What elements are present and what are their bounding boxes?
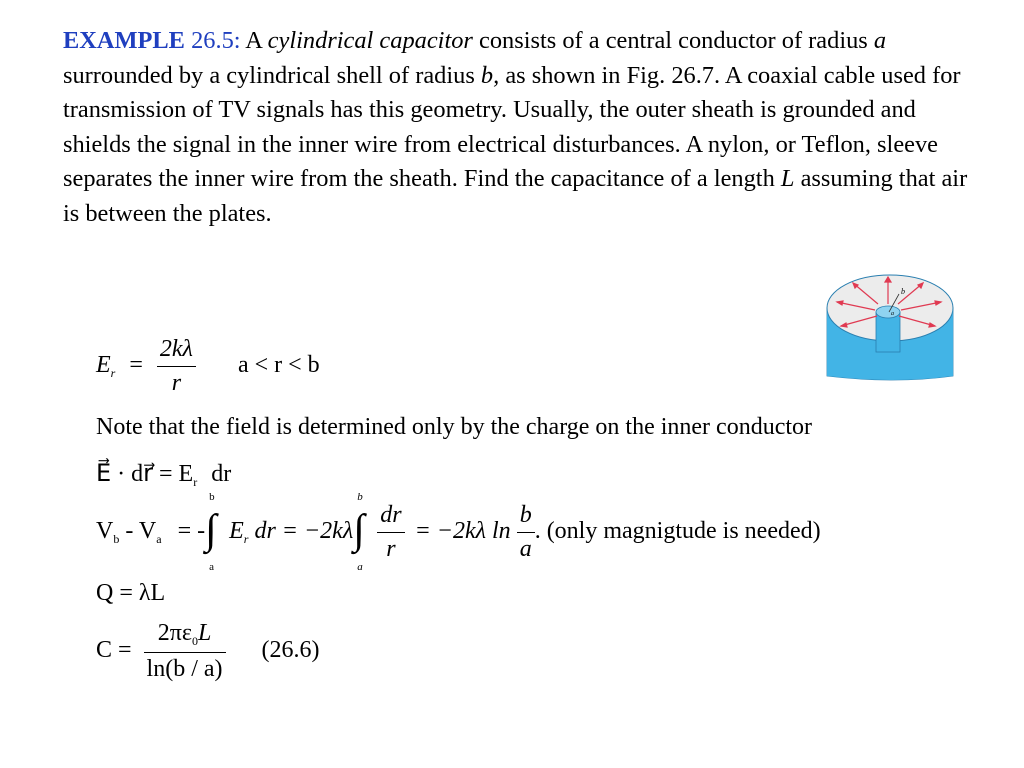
equation-capacitance [96, 620, 320, 683]
eq3-int1-lower: a [209, 560, 214, 573]
eq2-tail: dr [211, 461, 232, 487]
intro-var-L: L [780, 165, 795, 193]
eq3-integral-2: ∫ b a [353, 490, 365, 573]
equation-field [96, 336, 320, 397]
eq3-va-sub: a [156, 532, 162, 547]
eq3-eq1: = - [177, 518, 206, 545]
eq5-num-text: 2πε [157, 620, 192, 646]
eq1-lhs-sub: r [110, 366, 116, 381]
eq3-vb-sub: b [113, 532, 120, 547]
intro-text-4: as shown in Fig. 26.7. A coaxial cable used for transmission of TV signals has this geometry. Usually, the outer sheath is grounded and shields the signal in the inner wire from electrical disturbances. A nylon, or Teflon, sleeve separates the inner wire from the sheath. Find the capacitance of a length [63, 61, 961, 193]
eq5-numerator [144, 620, 226, 653]
eq2-text: E⃗ · dr⃗ = E [96, 461, 194, 487]
figure-label-b: b [901, 287, 905, 296]
problem-statement [63, 24, 973, 232]
equation-charge: Q = λL [96, 580, 166, 606]
eq3-fraction-2 [517, 502, 535, 563]
eq2-sub: r [193, 475, 198, 489]
example-label: EXAMPLE [63, 27, 185, 54]
equation-dot-product [96, 459, 231, 490]
intro-var-a: a [873, 27, 887, 54]
eq3-frac1-den: r [386, 536, 396, 562]
eq3-note: . (only magnigtude is needed) [534, 518, 821, 545]
eq3-int2-upper: b [357, 490, 363, 503]
eq3-fraction-1 [377, 502, 404, 563]
eq5-lhs: C = [96, 637, 132, 664]
intro-var-b: b, [480, 61, 500, 89]
eq1-lhs: E [96, 352, 111, 379]
eq3-frac1-num: dr [377, 502, 404, 533]
intro-text-2: consists of a central conductor of radius [472, 27, 874, 54]
cylindrical-capacitor-figure [825, 268, 965, 384]
eq1-denominator: r [171, 370, 182, 396]
intro-text-5: assuming that air is between the plates. [63, 165, 968, 227]
eq1-equals: = [129, 352, 143, 379]
eq5-fraction [144, 620, 226, 683]
eq3-frac2-den: a [519, 536, 532, 562]
eq3-vb: V [96, 518, 114, 545]
eq3-integrand: E [229, 518, 244, 545]
eq3-integrand-sub: r [243, 532, 249, 547]
eq5-num-sub: 0 [191, 634, 198, 648]
intro-term-cylindrical-capacitor: cylindrical capacitor [267, 27, 473, 54]
example-number: 26.5: [191, 27, 241, 54]
eq3-int1-upper: b [209, 490, 215, 503]
eq3-va: V [138, 518, 157, 545]
intro-text-3: surrounded by a cylindrical shell of radius [63, 61, 481, 89]
intro-text-1: A [240, 27, 268, 54]
equation-potential-difference [96, 490, 821, 573]
eq5-reference: (26.6) [261, 637, 320, 664]
eq3-integrand-tail: dr = −2kλ [254, 518, 354, 545]
eq1-numerator: 2kλ [157, 336, 196, 367]
field-note: Note that the field is determined only by the charge on the inner conductor [96, 414, 813, 440]
eq3-frac2-num: b [517, 502, 535, 533]
eq3-minus: - [119, 518, 139, 545]
eq3-integral-1: ∫ b a [205, 490, 217, 573]
eq5-num-tail: L [197, 620, 212, 646]
eq3-int2-lower: a [357, 560, 363, 573]
eq3-eq2: = −2kλ ln [414, 518, 511, 545]
eq1-condition: a < r < b [237, 352, 320, 379]
eq1-fraction [157, 336, 196, 397]
figure-label-a: a [891, 311, 894, 317]
eq5-denominator: ln(b / a) [146, 656, 223, 682]
